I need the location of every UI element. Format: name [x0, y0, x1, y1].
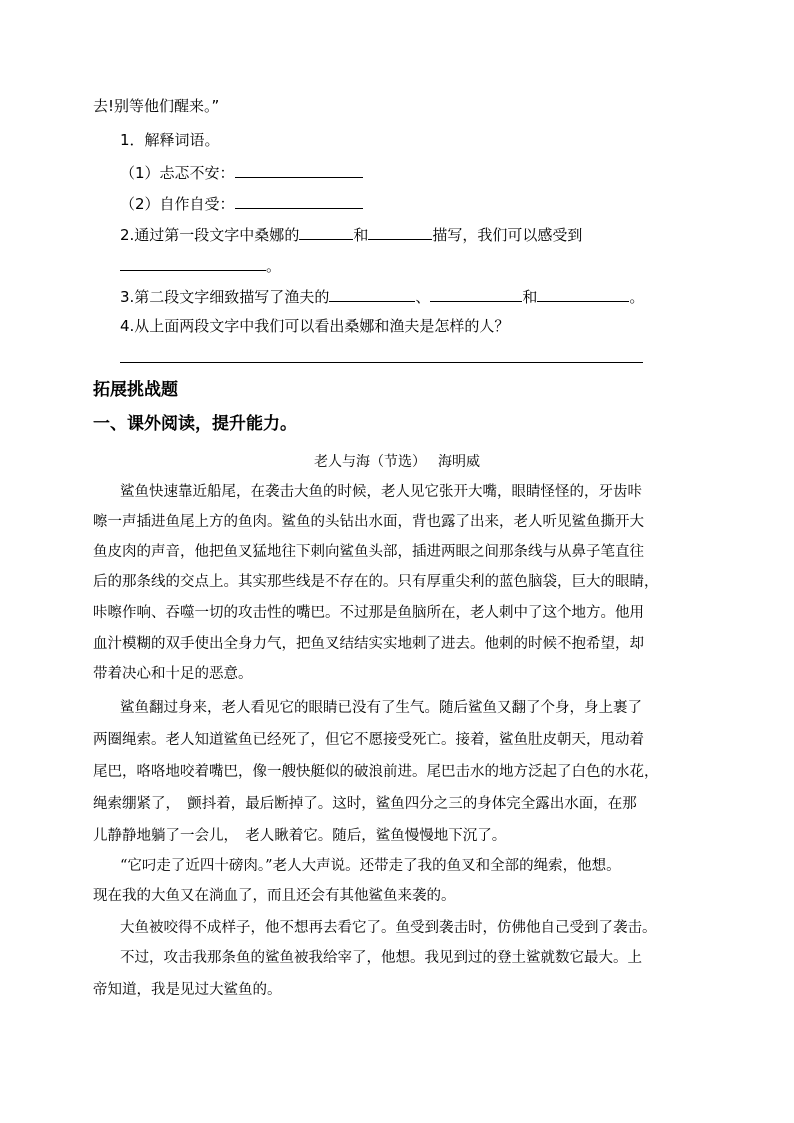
question-2-part1: 2.通过第一段文字中桑娜的	[120, 226, 300, 244]
question-3-sep2: 和	[522, 288, 538, 306]
question-1-1-label: （1）忐忑不安：	[120, 164, 235, 182]
question-2-part3: 描写，我们可以感受到	[432, 226, 583, 244]
article-line: 血汁模糊的双手使出全身力气，把鱼叉结结实实地刺了进去。他刺的时候不抱希望，却	[93, 636, 644, 652]
article-line: 帝知道，我是见过大鲨鱼的。	[93, 982, 282, 998]
quote-end-line: 去!别等他们醒来。”	[93, 97, 220, 115]
article-line: 咔嚓作响、吞噬一切的攻击性的嘴巴。不过那是鱼脑所在，老人刺中了这个地方。他用	[93, 605, 644, 621]
question-2	[120, 223, 582, 245]
article-line: “它叼走了近四十磅肉。”老人大声说。还带走了我的鱼叉和全部的绳索，他想。	[120, 858, 621, 874]
answer-blank-3-c[interactable]	[537, 285, 629, 302]
question-2-part2: 和	[353, 226, 369, 244]
article-line: 鲨鱼快速靠近船尾，在袭击大鱼的时候，老人见它张开大嘴，眼睛怪怪的，牙齿咔	[120, 484, 642, 500]
answer-blank-2-a[interactable]	[299, 223, 353, 240]
article-line: 不过，攻击我那条鱼的鲨鱼被我给宰了，他想。我见到过的登土鲨就数它最大。上	[120, 950, 642, 966]
subsection-title: 一、课外阅读，提升能力。	[93, 414, 297, 434]
question-1: 1．解释词语。	[120, 131, 220, 149]
question-4: 4.从上面两段文字中我们可以看出桑娜和渔夫是怎样的人？	[120, 317, 510, 335]
answer-blank-2-c[interactable]	[120, 254, 266, 271]
article-author: 海明威	[438, 454, 480, 470]
article-line: 尾巴，咯咯地咬着嘴巴，像一艘快艇似的破浪前进。尾巴击水的地方泛起了白色的水花，	[93, 764, 659, 780]
answer-blank-2-b[interactable]	[368, 223, 432, 240]
question-3-sep1: 、	[415, 288, 431, 306]
article-heading	[0, 452, 794, 472]
article-line: 儿静静地躺了一会儿， 老人瞅着它。随后，鲨鱼慢慢地下沉了。	[93, 828, 507, 844]
question-1-2-label: （2）自作自受：	[120, 195, 235, 213]
question-1-1	[120, 161, 363, 183]
article-line: 两圈绳索。老人知道鲨鱼已经死了，但它不愿接受死亡。接着，鲨鱼肚皮朝天，甩动着	[93, 732, 644, 748]
article-line: 现在我的大鱼又在淌血了，而且还会有其他鲨鱼来袭的。	[93, 888, 456, 904]
answer-blank-3-b[interactable]	[430, 285, 522, 302]
article-line: 后的那条线的交点上。其实那些线是不存在的。只有厚重尖利的蓝色脑袋，巨大的眼睛，	[93, 574, 659, 590]
section-title: 拓展挑战题	[93, 380, 178, 400]
answer-line-4[interactable]	[120, 362, 643, 363]
article-line: 嚓一声插进鱼尾上方的鱼肉。鲨鱼的头钻出水面，背也露了出来，老人听见鲨鱼撕开大	[93, 514, 644, 530]
article-line: 鱼皮肉的声音，他把鱼叉猛地往下刺向鲨鱼头部，插进两眼之间那条线与从鼻子笔直往	[93, 544, 644, 560]
article-line: 绳索绷紧了， 颤抖着，最后断掉了。这时，鲨鱼四分之三的身体完全露出水面，在那	[93, 796, 637, 812]
article-line: 带着决心和十足的恶意。	[93, 666, 253, 682]
answer-blank-3-a[interactable]	[329, 285, 415, 302]
article-line: 大鱼被咬得不成样子，他不想再去看它了。鱼受到袭击时，仿佛他自己受到了袭击。	[120, 920, 657, 936]
question-1-2	[120, 192, 363, 214]
question-3-part1: 3.第二段文字细致描写了渔夫的	[120, 288, 330, 306]
article-line: 鲨鱼翻过身来，老人看见它的眼睛已没有了生气。随后鲨鱼又翻了个身，身上裹了	[120, 700, 642, 716]
question-3-end: 。	[629, 288, 645, 306]
question-2-end: 。	[266, 257, 282, 275]
question-3	[120, 285, 644, 307]
answer-blank-1-1[interactable]	[235, 161, 363, 178]
answer-blank-1-2[interactable]	[235, 192, 363, 209]
question-2-continuation	[120, 254, 281, 276]
article-title: 老人与海（节选）	[314, 454, 426, 470]
